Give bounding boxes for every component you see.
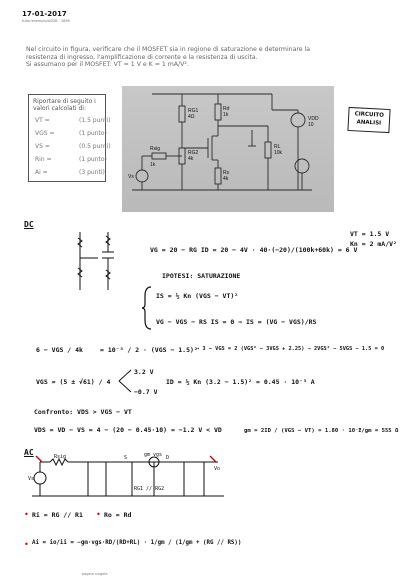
label-rl-value: 10k <box>274 150 283 156</box>
label-vdd-value: 10 <box>308 122 314 128</box>
system-eq-1: IS = ½ Kn (VGS − VT)² <box>156 292 239 300</box>
eq2-left: 6 − VGS / 4k <box>36 346 83 354</box>
answer-label: Rin = <box>35 156 52 163</box>
dc-heading: DC <box>24 220 34 229</box>
ai-equation: Ai = io/ii = −gm·vgs·RD/(RD+RL) · 1/gm / (1/gm + (RG // RS)) <box>32 540 242 546</box>
saturation-check: Confronto: VDS > VGS − VT <box>34 408 132 416</box>
label-vs: Vs <box>128 174 134 180</box>
exam-subtitle: tutor/esempio/ASDB · 1896 <box>22 19 70 23</box>
answer-label: Ai = <box>35 169 48 176</box>
vgs-root-2: −0.7 V <box>134 388 158 396</box>
answer-label: VS = <box>35 143 50 150</box>
gm-inverse: 1/gm = 555 Ω <box>358 428 399 434</box>
ac-label-gmvgs: gm vgs <box>144 452 163 458</box>
answer-points: (1.5 punti) <box>79 117 111 124</box>
root-branch <box>118 368 132 394</box>
ac-heading: AC <box>24 448 34 457</box>
answer-points: (3 punti) <box>79 169 105 176</box>
ac-label-d: D <box>166 455 170 461</box>
answer-points: (1 punto) <box>79 130 107 137</box>
given-kn: Kn = 2 mA/V² <box>350 240 397 248</box>
label-rd-value: 1k <box>223 112 229 118</box>
system-brace <box>142 286 152 330</box>
rin-line: Ri = RG // R1 <box>32 511 83 519</box>
dc-circuit-sketch <box>58 228 138 298</box>
label-rg2: RG2 <box>188 150 199 156</box>
label-rsig: Rsig <box>150 146 161 152</box>
vds-equation: VDS = VD − VS = 4 − (20 − 0.45·10) = −1.2 V < VD <box>34 426 222 434</box>
bullet-red-icon: • <box>24 510 29 519</box>
vgs-root-1: 3.2 V <box>134 368 154 376</box>
label-rg1-value: 4Ω <box>188 114 195 120</box>
vgs-solution: VGS = (5 ± √61) / 4 <box>36 378 111 386</box>
answer-row-rin <box>35 156 107 163</box>
answer-box <box>28 94 111 182</box>
label-rs: Rs <box>223 170 230 176</box>
eq2-middle: = 10⁻³ / 2 · (VGS − 1.5)² <box>100 346 198 354</box>
eq2-right: ⇒ 3 − VGS = 2 (VGS² − 3VGS + 2.25) ⇒ 2VGS² − 5VGS − 1.5 = 0 <box>196 346 385 352</box>
bullet-red-icon: • <box>96 510 101 519</box>
stamp-line-2: ANALISI <box>356 119 382 127</box>
bullet-red-icon: • <box>24 540 29 549</box>
id-equation: ID = ½ Kn (3.2 − 1.5)² = 0.45 · 10⁻³ A <box>166 378 315 386</box>
answer-row-vs <box>35 143 111 150</box>
ac-label-vs: Vs <box>28 476 35 482</box>
given-vt: VT = 1.5 V <box>350 230 390 238</box>
hypothesis: IPOTESI: SATURAZIONE <box>162 272 241 280</box>
system-eq-2: VG − VGS − RS IS = 0 ⇒ IS = (VG − VGS)/RS <box>156 318 317 326</box>
answer-label: VT = <box>35 117 50 124</box>
label-rg2-value: 4k <box>188 156 194 162</box>
label-rg1: RG1 <box>188 108 199 114</box>
ac-circuit-sketch <box>28 452 228 504</box>
ro-line: Ro = Rd <box>104 511 132 519</box>
label-rsig-value: 1k <box>150 162 156 168</box>
answer-points: (1 punto) <box>79 156 107 163</box>
exam-date: 17-01-2017 <box>22 10 67 18</box>
ac-label-vo: Vo <box>214 466 221 472</box>
ac-label-rsig: Rsig <box>54 454 67 460</box>
stamp-line-1: CIRCUITO <box>354 111 385 119</box>
label-rd: Rd <box>223 106 230 112</box>
label-rl: RL <box>274 144 281 150</box>
answer-box-title: Riportare di seguito i valori calcolati di: <box>33 98 96 112</box>
circuit-figure <box>122 86 334 212</box>
ac-label-rg: RG1 // RG2 <box>134 486 165 492</box>
handwritten-stamp <box>347 107 390 133</box>
problem-statement <box>26 46 336 69</box>
circuit-schematic <box>122 86 334 212</box>
mosfet-parameters: Si assumano per il MOSFET: VT = 1 V e K = 1 mA/V². <box>26 61 189 69</box>
dc-eq-vg: VG = 20 − RG ID = 20 − 4V · 40·(−20)/(100k+60k) = 6 V <box>150 246 358 254</box>
answer-label: VGS = <box>35 130 55 137</box>
answer-row-vgs <box>35 130 107 137</box>
label-rs-value: 4k <box>223 176 229 182</box>
ac-label-s: S <box>124 455 128 461</box>
problem-paragraph: Nel circuito in figura, verificare che il MOSFET sia in regione di saturazione e determinare la resistenza di ingresso, l'amplificazione di corrente e la resistenza di uscita. <box>26 46 311 61</box>
gm-equation: gm = 2ID / (VGS − VT) = 1.80 · 10⁻³ <box>244 428 362 434</box>
answer-row-ai <box>35 169 105 176</box>
label-vdd: VDD <box>308 116 319 122</box>
page-footer: pagina singola <box>82 572 108 576</box>
answer-row-vt <box>35 117 111 124</box>
answer-points: (0.5 punti) <box>79 143 111 150</box>
